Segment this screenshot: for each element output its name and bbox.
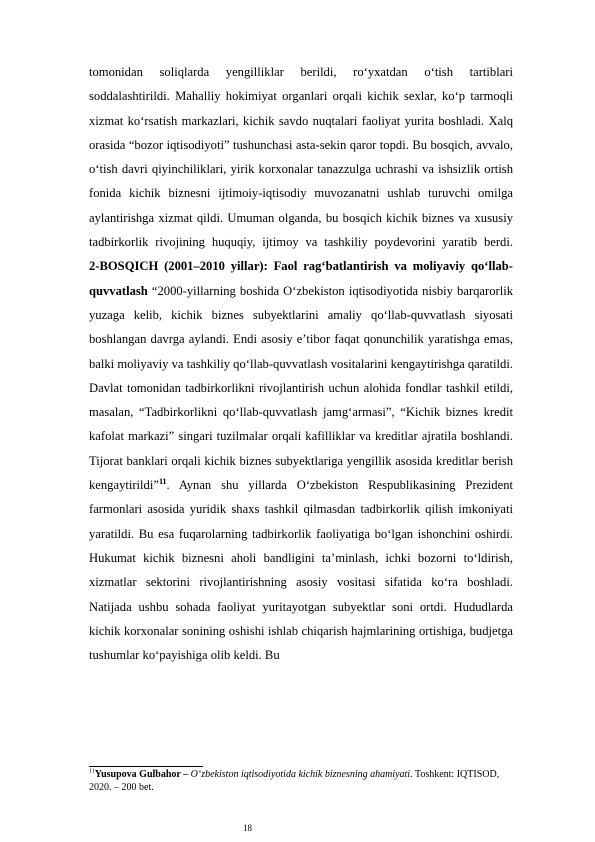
- page-body: [89, 60, 513, 667]
- page-number: 18: [243, 823, 252, 833]
- footnote-divider: [89, 766, 203, 767]
- footnote-author: Yusupova Gulbahor –: [94, 769, 189, 780]
- footnote-publication: . Toshkent: IQTISOD, 2020. – 200 bet.: [89, 769, 500, 793]
- footnote: [89, 769, 513, 794]
- paragraph-1: [89, 60, 513, 254]
- paragraph-2-text-part2: . Aynan shu yillarda O‘zbekiston Respublikasining Prezident farmonlari asosida yuridik shaxs tashkil qilmasdan tadbirkorlik qilish imkoniyati yaratildi. Bu esa fuqarolarning tadbirkorlik faoliyatiga bo‘lgan ishonchini oshirdi. Hukumat kichik biznesni aholi bandligini ta’minlash, ichki bozorni to‘ldirish, xizmatlar sektorini rivojlantirishning asosiy vositasi sifatida ko‘ra boshladi. Natijada ushbu sohada faoliyat yuritayotgan subyektlar soni ortdi. Hududlarda kichik korxonalar sonining oshishi ishlab chiqarish hajmlarining ortishiga, budjetga tushumlar ko‘payishiga olib keldi. Bu: [89, 478, 513, 663]
- paragraph-2: [89, 254, 513, 667]
- paragraph-1-text: tomonidan soliqlarda yengilliklar berildi, ro‘yxatdan o‘tish tartiblari soddalashtirildi. Mahalliy hokimiyat organlari orqali kichik sexlar, ko‘p tarmoqli xizmat ko‘rsatish markazlari, kichik savdo nuqtalari faoliyat yurita boshladi. Xalq orasida “bozor iqtisodiyoti” tushunchasi asta-sekin qaror topdi. Bu bosqich, avvalo, o‘tish davri qiyinchiliklari, yirik korxonalar tanazzulga uchrashi va ishsizlik ortish fonida kichik biznesni ijtimoiy-iqtisodiy muvozanatni ushlab turuvchi omilga aylantirishga xizmat qildi. Umuman olganda, bu bosqich kichik biznes va xususiy tadbirkorlik rivojining huquqiy, ijtimoy va tashkiliy poydevorini yaratib berdi.: [89, 65, 513, 250]
- footnote-title: O‘zbekiston iqtisodiyotida kichik biznesning ahamiyati: [190, 769, 411, 780]
- footnote-number: 11: [89, 768, 95, 775]
- paragraph-2-text-part1: “2000-yillarning boshida O‘zbekiston iqtisodiyotida nisbiy barqarorlik yuzaga kelib, kichik biznes subyektlarini amaliy qo‘llab-quvvatlash siyosati boshlangan davrga aylandi. Endi asosiy e’tibor faqat qonunchilik yaratishga emas, balki moliyaviy va tashkiliy qo‘llab-quvvatlash vositalarini kengaytirishga qaratildi. Davlat tomonidan tadbirkorlikni rivojlantirish uchun alohida fondlar tashkil etildi, masalan, “Tadbirkorlikni qo‘llab-quvvatlash jamg‘armasi”, “Kichik biznes kredit kafolat markazi” singari tuzilmalar orqali kafilliklar va kreditlar ajratila boshlandi. Tijorat banklari orqali kichik biznes subyektlariga yengillik asosida kreditlar berish kengaytirildi”: [89, 283, 513, 493]
- footnote-reference[interactable]: 11: [158, 476, 167, 486]
- section-heading: 2-BOSQICH (2001–2010 yillar): Faol rag‘batlantirish va moliyaviy qo‘llab-quvvatlash: [89, 259, 513, 298]
